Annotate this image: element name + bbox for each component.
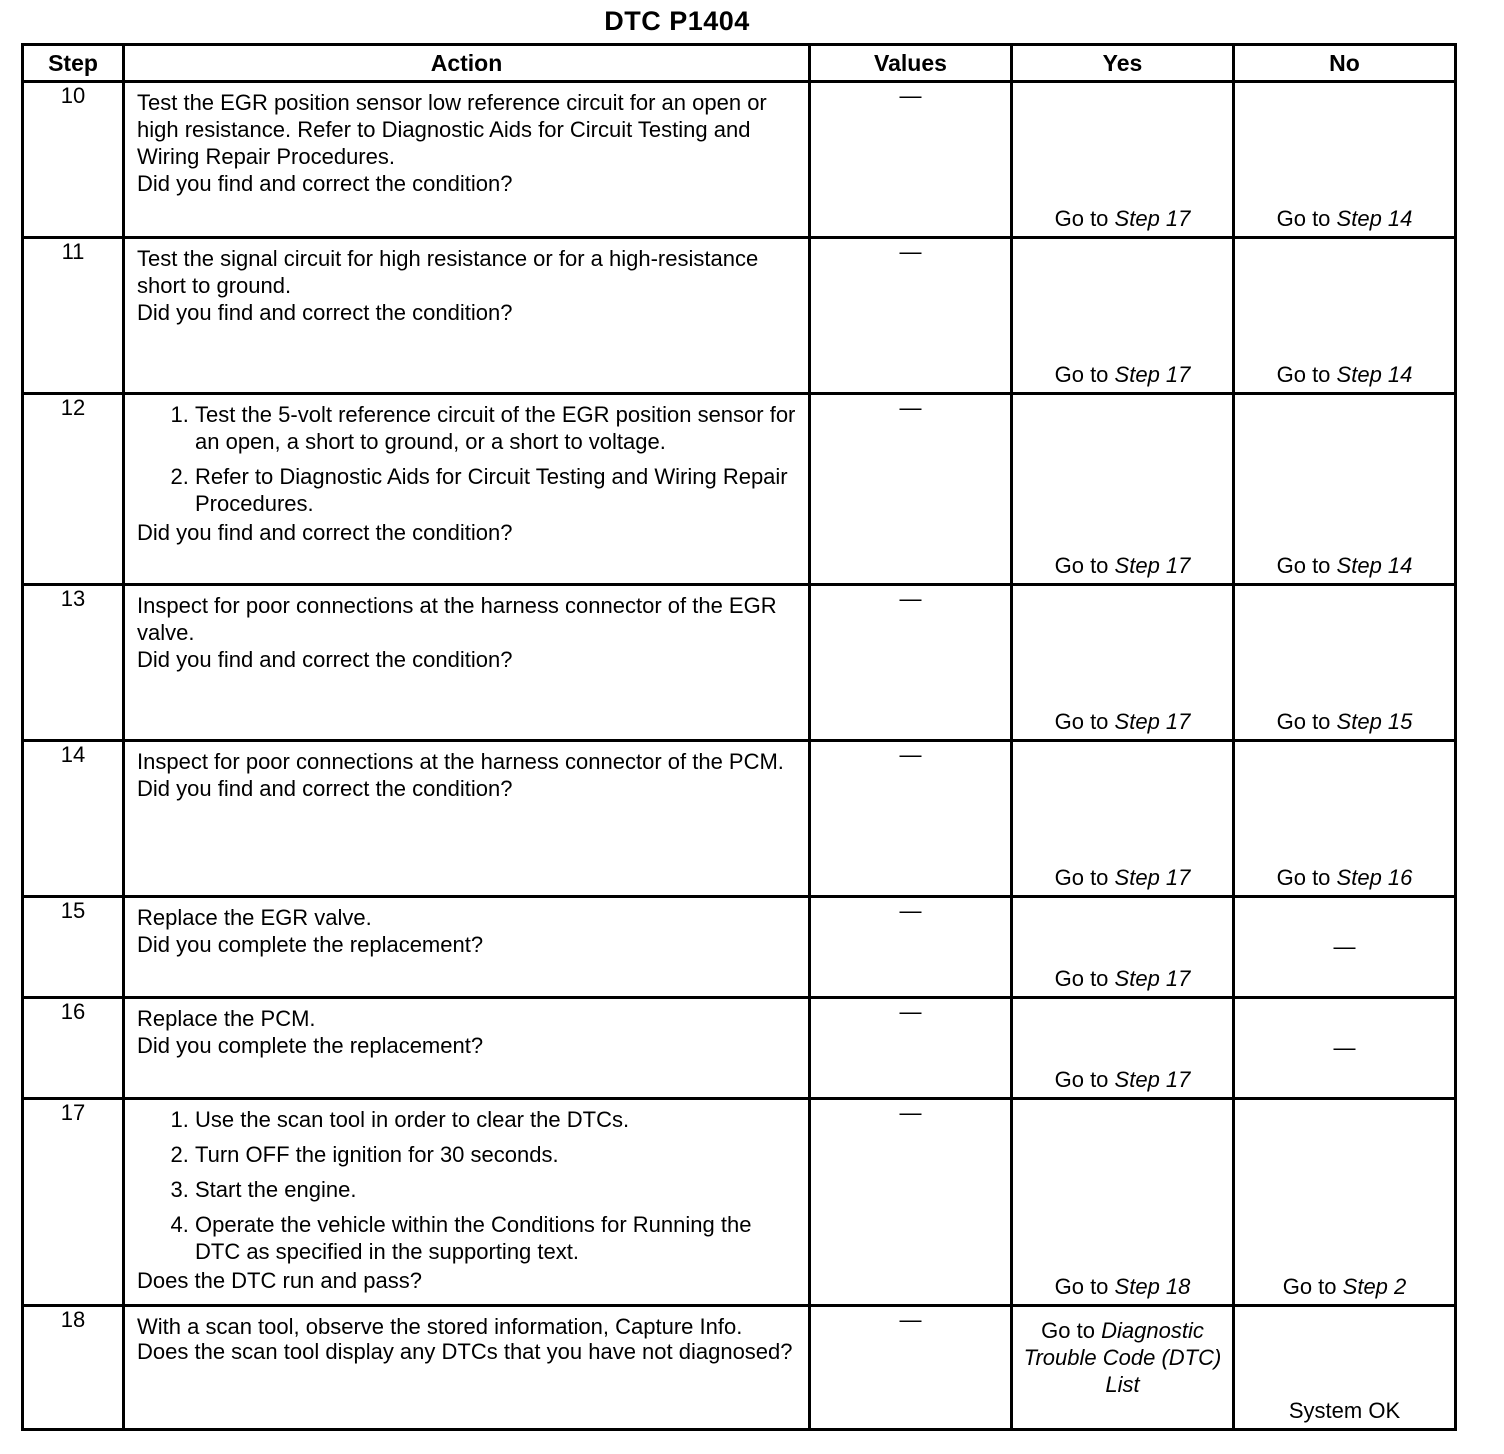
go-to-label: Go to (1054, 206, 1109, 231)
table-row (23, 897, 1456, 998)
action-cell (124, 585, 810, 741)
action-question: Did you complete the replacement? (137, 932, 484, 957)
list-item: 3. Start the engine. (195, 1176, 798, 1203)
action-question: Did you find and correct the condition? (137, 647, 513, 672)
go-to-label: Go to (1041, 1318, 1095, 1343)
yes-target: Step 17 (1114, 1067, 1191, 1092)
no-value: System OK (1288, 1398, 1401, 1423)
go-to-label: Go to (1282, 1274, 1337, 1299)
yes-cell (1012, 82, 1234, 238)
yes-target: Step 17 (1114, 206, 1191, 231)
values-cell: — (810, 897, 1012, 998)
values-cell: — (810, 585, 1012, 741)
action-cell (124, 998, 810, 1099)
table-row (23, 1099, 1456, 1306)
action-question: Does the scan tool display any DTCs that you have not diagnosed? (137, 1339, 793, 1364)
action-text: Replace the EGR valve. (137, 905, 372, 930)
action-text: Inspect for poor connections at the harness connector of the PCM. (137, 749, 784, 774)
yes-target: Diagnostic Trouble Code (DTC) List (1023, 1318, 1222, 1397)
values-cell: — (810, 82, 1012, 238)
yes-cell (1012, 998, 1234, 1099)
no-target: Step 14 (1336, 206, 1413, 231)
go-to-label: Go to (1054, 709, 1109, 734)
header-step: Step (23, 45, 124, 82)
step-number: 16 (23, 998, 124, 1099)
go-to-label: Go to (1054, 865, 1109, 890)
list-item: 1. Test the 5-volt reference circuit of the EGR position sensor for an open, a short to ground, or a short to voltage. (195, 401, 798, 455)
step-number: 15 (23, 897, 124, 998)
action-question: Did you find and correct the condition? (137, 776, 513, 801)
yes-cell (1012, 585, 1234, 741)
header-values: Values (810, 45, 1012, 82)
table-row (23, 238, 1456, 394)
yes-cell (1012, 741, 1234, 897)
no-cell (1234, 897, 1456, 998)
list-item: 2. Refer to Diagnostic Aids for Circuit Testing and Wiring Repair Procedures. (195, 463, 798, 517)
yes-target: Step 18 (1114, 1274, 1191, 1299)
values-cell: — (810, 1099, 1012, 1306)
values-cell: — (810, 238, 1012, 394)
action-list (137, 401, 798, 519)
no-target: Step 15 (1336, 709, 1413, 734)
yes-cell (1012, 1306, 1234, 1430)
action-cell (124, 1099, 810, 1306)
go-to-label: Go to (1054, 1067, 1109, 1092)
action-list (137, 1106, 798, 1267)
yes-cell (1012, 394, 1234, 585)
table-row (23, 82, 1456, 238)
action-question: Did you find and correct the condition? (137, 300, 513, 325)
no-target: Step 2 (1342, 1274, 1407, 1299)
action-question: Did you find and correct the condition? (137, 520, 513, 545)
step-number: 13 (23, 585, 124, 741)
table-row (23, 1306, 1456, 1430)
action-cell (124, 394, 810, 585)
no-target: Step 14 (1336, 553, 1413, 578)
list-item: 1. Use the scan tool in order to clear the DTCs. (195, 1106, 798, 1133)
action-cell (124, 82, 810, 238)
yes-cell (1012, 1099, 1234, 1306)
page-title: DTC P1404 (604, 6, 750, 36)
header-row (23, 45, 1456, 82)
table-row (23, 741, 1456, 897)
go-to-label: Go to (1276, 709, 1331, 734)
action-text: With a scan tool, observe the stored information, Capture Info. (137, 1314, 743, 1339)
step-number: 12 (23, 394, 124, 585)
action-question: Did you find and correct the condition? (137, 171, 513, 196)
dtc-table (21, 43, 1457, 1431)
action-text: Replace the PCM. (137, 1006, 316, 1031)
action-cell (124, 238, 810, 394)
yes-cell (1012, 238, 1234, 394)
no-target: Step 14 (1336, 362, 1413, 387)
action-cell (124, 1306, 810, 1430)
list-item: 4. Operate the vehicle within the Conditions for Running the DTC as specified in the supporting text. (195, 1211, 798, 1265)
no-cell (1234, 998, 1456, 1099)
step-number: 10 (23, 82, 124, 238)
action-cell (124, 741, 810, 897)
no-target: Step 16 (1336, 865, 1413, 890)
go-to-label: Go to (1054, 1274, 1109, 1299)
list-item: 2. Turn OFF the ignition for 30 seconds. (195, 1141, 798, 1168)
yes-target: Step 17 (1114, 966, 1191, 991)
action-cell (124, 897, 810, 998)
step-number: 17 (23, 1099, 124, 1306)
no-cell (1234, 1306, 1456, 1430)
header-yes: Yes (1012, 45, 1234, 82)
action-question: Does the DTC run and pass? (137, 1268, 422, 1293)
header-action: Action (124, 45, 810, 82)
step-number: 18 (23, 1306, 124, 1430)
go-to-label: Go to (1054, 362, 1109, 387)
go-to-label: Go to (1276, 206, 1331, 231)
yes-target: Step 17 (1114, 553, 1191, 578)
action-text: Test the EGR position sensor low reference circuit for an open or high resistance. Refer to Diagnostic Aids for Circuit Testing and Wiring Repair Procedures. (137, 90, 767, 169)
values-cell: — (810, 394, 1012, 585)
go-to-label: Go to (1054, 966, 1109, 991)
go-to-label: Go to (1276, 865, 1331, 890)
go-to-label: Go to (1276, 553, 1331, 578)
table-row (23, 394, 1456, 585)
no-value: — (1333, 1035, 1356, 1060)
no-cell (1234, 394, 1456, 585)
go-to-label: Go to (1276, 362, 1331, 387)
values-cell: — (810, 1306, 1012, 1430)
no-cell (1234, 1099, 1456, 1306)
action-question: Did you complete the replacement? (137, 1033, 484, 1058)
no-cell (1234, 82, 1456, 238)
no-cell (1234, 741, 1456, 897)
table-row (23, 998, 1456, 1099)
yes-target: Step 17 (1114, 709, 1191, 734)
table-row (23, 585, 1456, 741)
step-number: 14 (23, 741, 124, 897)
yes-target: Step 17 (1114, 362, 1191, 387)
no-cell (1234, 585, 1456, 741)
yes-target: Step 17 (1114, 865, 1191, 890)
action-text: Inspect for poor connections at the harness connector of the EGR valve. (137, 593, 777, 645)
values-cell: — (810, 741, 1012, 897)
yes-cell (1012, 897, 1234, 998)
no-cell (1234, 238, 1456, 394)
go-to-label: Go to (1054, 553, 1109, 578)
header-no: No (1234, 45, 1456, 82)
step-number: 11 (23, 238, 124, 394)
no-value: — (1333, 934, 1356, 959)
values-cell: — (810, 998, 1012, 1099)
action-text: Test the signal circuit for high resistance or for a high-resistance short to ground. (137, 246, 759, 298)
